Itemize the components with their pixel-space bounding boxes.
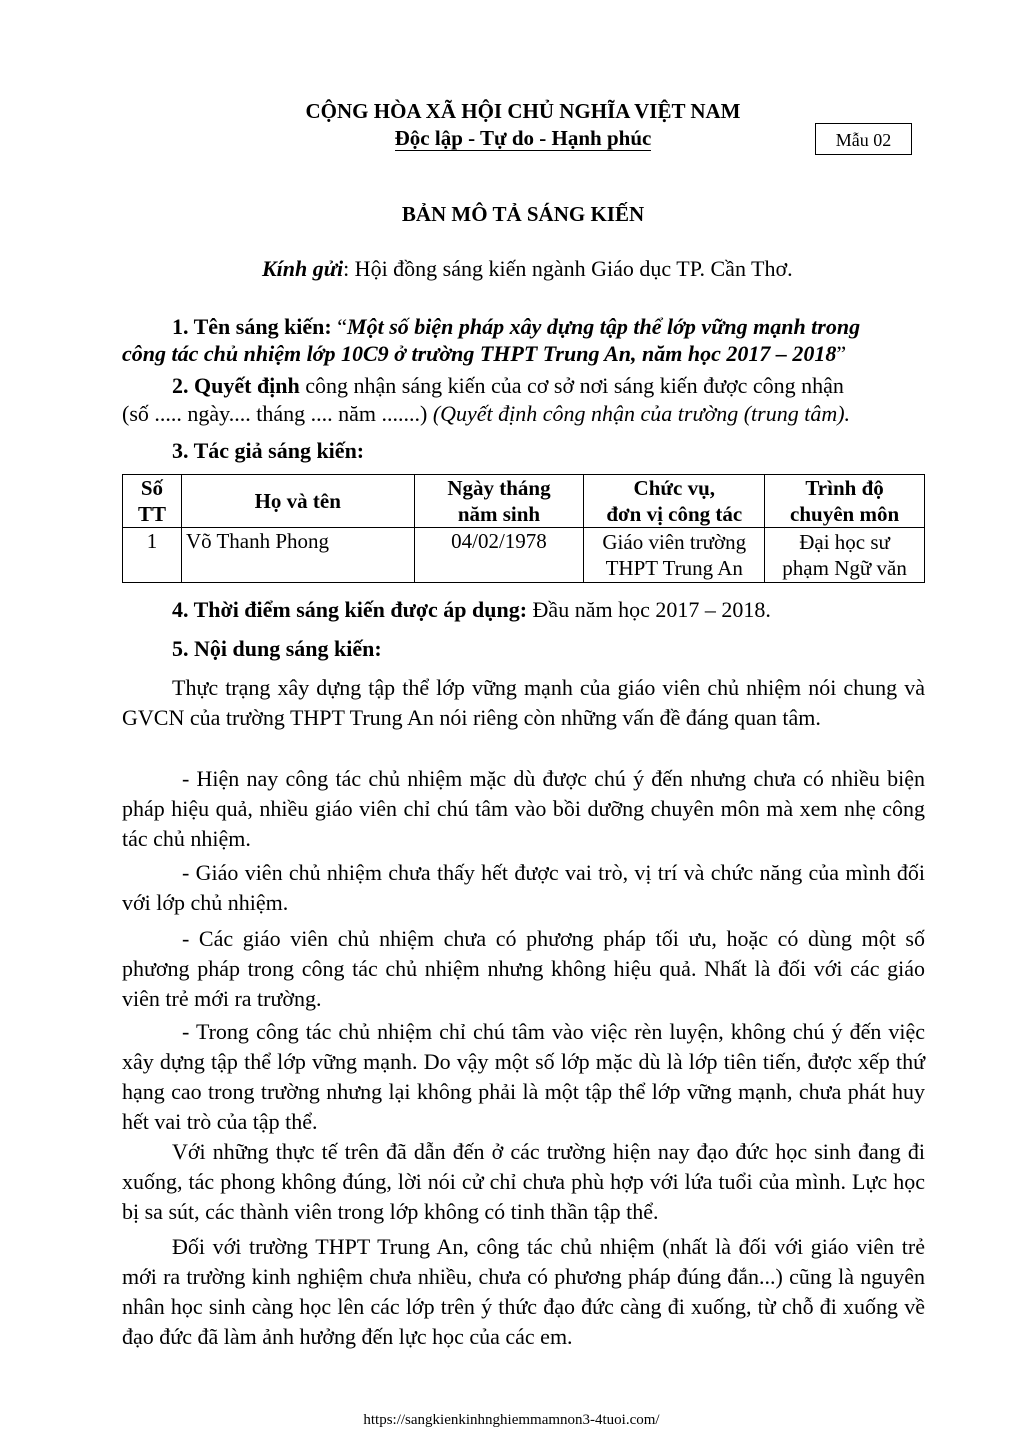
- recipient-label: Kính gửi: [262, 256, 344, 281]
- form-code-box: Mẫu 02: [815, 123, 912, 155]
- section2-text2: (số ..... ngày.... tháng .... năm .......): [122, 401, 433, 426]
- cell-degree: Đại học sư phạm Ngữ văn: [765, 528, 925, 583]
- section4-text: Đầu năm học 2017 – 2018.: [527, 597, 771, 622]
- section1-line2: [122, 341, 846, 367]
- section2-line1: [172, 373, 844, 399]
- column-header-degree: Trình độ chuyên môn: [765, 475, 925, 528]
- section3-heading: [172, 438, 364, 464]
- section1-open-quote: “: [337, 314, 348, 339]
- section5-paragraph: Đối với trường THPT Trung An, công tác chủ nhiệm (nhất là đối với giáo viên trẻ mới ra trường kinh nghiệm chưa nhiều, chưa có phương pháp đúng đắn...) cũng là nguyên nhân học sinh càng học lên các lớp trên ý thức đạo đức càng đi xuống, từ chỗ đi xuống về đạo đức đã làm ảnh hưởng đến lực học của các em.: [122, 1234, 925, 1349]
- section1-title-line2: công tác chủ nhiệm lớp 10C9 ở trường THPT Trung An, năm học 2017 – 2018: [122, 341, 837, 366]
- column-header-position: Chức vụ, đơn vị công tác: [584, 475, 765, 528]
- column-header-name: Họ và tên: [181, 475, 414, 528]
- section1-title-line1: Một số biện pháp xây dựng tập thể lớp vững mạnh trong: [347, 314, 861, 339]
- column-header-dob: Ngày tháng năm sinh: [414, 475, 584, 528]
- section5-paragraph: Thực trạng xây dựng tập thể lớp vững mạnh của giáo viên chủ nhiệm nói chung và GVCN của trường THPT Trung An nói riêng còn những vấn đề đáng quan tâm.: [122, 675, 925, 730]
- section5-paragraph: - Hiện nay công tác chủ nhiệm mặc dù được chú ý đến nhưng chưa có nhiều biện pháp hiệu quả, nhiều giáo viên chỉ chú tâm vào bồi dưỡng chuyên môn mà xem nhẹ công tác chủ nhiệm.: [122, 766, 925, 851]
- section5-heading: [172, 636, 382, 662]
- cell-stt: 1: [123, 528, 182, 583]
- section2-text2-italic: (Quyết định công nhận của trường (trung tâm).: [432, 401, 851, 426]
- footer-url: https://sangkienkinhnghiemmamnon3-4tuoi.com/: [363, 1412, 660, 1428]
- section5-paragraph: Với những thực tế trên đã dẫn đến ở các trường hiện nay đạo đức học sinh đang đi xuống, tác phong không đúng, lời nói cử chỉ chưa phù hợp với lứa tuổi của mình. Lực học bị sa sút, các thành viên trong lớp không có tinh thần tập thể.: [122, 1139, 925, 1224]
- section4-label: 4. Thời điểm sáng kiến được áp dụng:: [172, 597, 528, 622]
- section1-label: 1. Tên sáng kiến:: [172, 314, 338, 339]
- recipient-text: : Hội đồng sáng kiến ngành Giáo dục TP. Cần Thơ.: [343, 256, 793, 281]
- section5-paragraph: - Các giáo viên chủ nhiệm chưa có phương pháp tối ưu, hoặc có dùng một số phương pháp trong công tác chủ nhiệm nhưng không hiệu quả. Nhất là đối với các giáo viên trẻ mới ra trường.: [122, 926, 925, 1011]
- cell-position: Giáo viên trường THPT Trung An: [584, 528, 765, 583]
- document-title: BẢN MÔ TẢ SÁNG KIẾN: [401, 202, 645, 226]
- cell-dob: 04/02/1978: [414, 528, 584, 583]
- section2-label: 2. Quyết định: [172, 373, 300, 398]
- authors-table-header: [123, 475, 925, 528]
- cell-name: Võ Thanh Phong: [181, 528, 414, 583]
- section5-label: 5. Nội dung sáng kiến:: [172, 636, 382, 661]
- table-row: [123, 528, 925, 583]
- section2-line2: [122, 401, 850, 427]
- column-header-stt: Số TT: [123, 475, 182, 528]
- national-title: CỘNG HÒA XÃ HỘI CHỦ NGHĨA VIỆT NAM: [305, 99, 741, 123]
- section2-text1: công nhận sáng kiến của cơ sở nơi sáng kiến được công nhận: [299, 373, 844, 398]
- recipient-line: [262, 256, 793, 282]
- section5-paragraph: - Trong công tác chủ nhiệm chỉ chú tâm vào việc rèn luyện, không chú ý đến việc xây dựng tập thể lớp vững mạnh. Do vậy một số lớp mặc dù là lớp tiên tiến, được xếp thứ hạng cao trong trường nhưng lại không phải là một tập thể lớp vững mạnh, chưa phát huy hết vai trò của tập thể.: [122, 1019, 925, 1134]
- section5-paragraph: - Giáo viên chủ nhiệm chưa thấy hết được vai trò, vị trí và chức năng của mình đối với lớp chủ nhiệm.: [122, 860, 925, 915]
- section3-label: 3. Tác giả sáng kiến:: [172, 438, 365, 463]
- national-motto-text: Độc lập - Tự do - Hạnh phúc: [394, 126, 652, 150]
- authors-table: [122, 474, 925, 583]
- section4-line: [172, 597, 771, 623]
- section1-close-quote: ”: [836, 341, 847, 366]
- section1-line1: [172, 314, 860, 340]
